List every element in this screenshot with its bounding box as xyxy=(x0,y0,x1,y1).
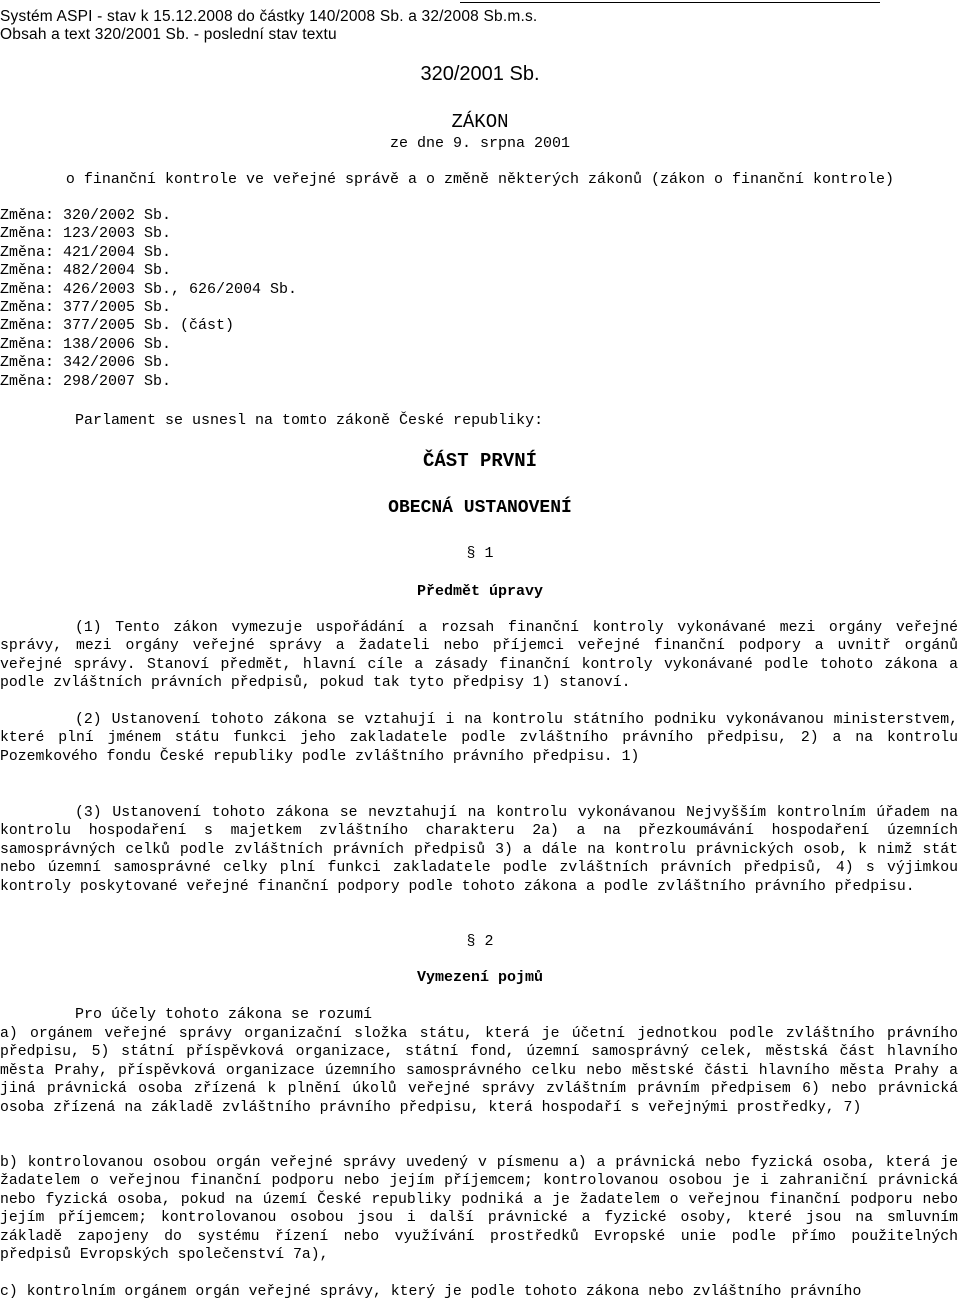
section-2-item-b: b) kontrolovanou osobou orgán veřejné správy uvedený v písmenu a) a právnická nebo fyzická osoba, která je žadatelem o veřejnou finanční podporu nebo jejím příjemcem; kontrolovanou osobou je i zahraniční právnická nebo fyzická osoba, pokud na území České republiky podniká a je žadatelem o veřejnou finanční podporu nebo jejím příjemcem; kontrolovanou osobou jsou i další právnické a fyzické osoby, které jsou na smluvním základě zapojeny do systému řízení nebo využívání prostředků Evropské unie podle přímo použitelných předpisů Evropských společenství 7a), xyxy=(0,1155,958,1264)
law-date: ze dne 9. srpna 2001 xyxy=(389,135,571,152)
part-heading: ČÁST PRVNÍ xyxy=(422,450,538,472)
section-1-symbol: § 1 xyxy=(466,545,494,562)
amendment-item: Změna: 421/2004 Sb. xyxy=(0,243,172,261)
amendment-item: Změna: 138/2006 Sb. xyxy=(0,335,172,353)
section-2-title: Vymezení pojmů xyxy=(416,969,544,986)
section-2-item-a: a) orgánem veřejné správy organizační složka státu, která je účetní jednotkou podle zvláštního právního předpisu, 5) státní příspěvková organizace, státní fond, územní samosprávný celek, městská část hlavního města Prahy, příspěvková organizace územního samosprávného celku nebo městské části hlavního města Prahy a jiná právnická osoba zřízená k plnění úkolů veřejné správy zvláštním právním předpisem 6) nebo právnická osoba zřízená na základě zvláštního právního předpisu, která hospodaří s veřejnými prostředky, 7) xyxy=(0,1026,958,1116)
section-2-intro: Pro účely tohoto zákona se rozumí xyxy=(75,1006,373,1023)
law-title: o finanční kontrole ve veřejné správě a o změně některých zákonů (zákon o finanční kontrole) xyxy=(65,171,895,188)
aspi-status-line: Systém ASPI - stav k 15.12.2008 do částky 140/2008 Sb. a 32/2008 Sb.m.s. xyxy=(0,8,538,25)
preamble: Parlament se usnesl na tomto zákoně České republiky: xyxy=(75,412,544,429)
amendment-item: Změna: 342/2006 Sb. xyxy=(0,354,172,372)
section-1-title: Předmět úpravy xyxy=(416,583,544,600)
amendment-item: Změna: 482/2004 Sb. xyxy=(0,262,172,280)
part-subheading: OBECNÁ USTANOVENÍ xyxy=(388,498,572,518)
header-rule xyxy=(460,2,880,3)
amendment-item: Změna: 298/2007 Sb. xyxy=(0,372,172,390)
amendment-item: Změna: 377/2005 Sb. xyxy=(0,299,172,317)
section-1-paragraph-1: (1) Tento zákon vymezuje uspořádání a rozsah finanční kontroly vykonávané mezi orgány veřejné správy, mezi orgány veřejné správy a žadateli nebo příjemci veřejné finanční podpory a uvnitř orgánů veřejné správy. Stanoví předmět, hlavní cíle a zásady finanční kontroly vykonávané podle tohoto zákona a podle zvláštních právních předpisů, pokud tak tyto předpisy 1) stanoví. xyxy=(0,620,958,692)
section-1-paragraph-2: (2) Ustanovení tohoto zákona se vztahují i na kontrolu státního podniku vykonávanou ministerstvem, které plní jménem státu funkci jeho zakladatele podle zvláštního právního předpisu, 2) a na kontrolu Pozemkového fondu České republiky podle zvláštního právního předpisu. 1) xyxy=(0,712,958,765)
section-2-item-c: c) kontrolním orgánem orgán veřejné správy, který je podle tohoto zákona nebo zvláštního právního xyxy=(0,1284,862,1300)
amendment-item: Změna: 123/2003 Sb. xyxy=(0,225,172,243)
law-number: 320/2001 Sb. xyxy=(420,63,540,85)
amendment-item: Změna: 426/2003 Sb., 626/2004 Sb. xyxy=(0,280,298,298)
section-2-symbol: § 2 xyxy=(466,933,494,950)
content-description-line: Obsah a text 320/2001 Sb. - poslední stav textu xyxy=(0,26,337,43)
amendment-item: Změna: 320/2002 Sb. xyxy=(0,207,172,224)
amendment-item: Změna: 377/2005 Sb. (část) xyxy=(0,317,235,335)
section-1-paragraph-3: (3) Ustanovení tohoto zákona se nevztahují na kontrolu vykonávanou Nejvyšším kontrolním úřadem na kontrolu hospodaření s majetkem zvláštního charakteru 2a) a na přezkoumávání hospodaření územních samosprávných celků podle zvláštních právních předpisů 3) a dále na kontrolu právnických osob, k nimž stát nebo územní samosprávné celky plní funkci zakladatele podle zvláštních právních předpisů, 4) s výjimkou kontroly poskytované veřejné finanční podpory podle tohoto zákona a podle zvláštního právního předpisu. xyxy=(0,805,958,895)
law-type: ZÁKON xyxy=(451,111,509,133)
amendment-list xyxy=(0,207,297,391)
